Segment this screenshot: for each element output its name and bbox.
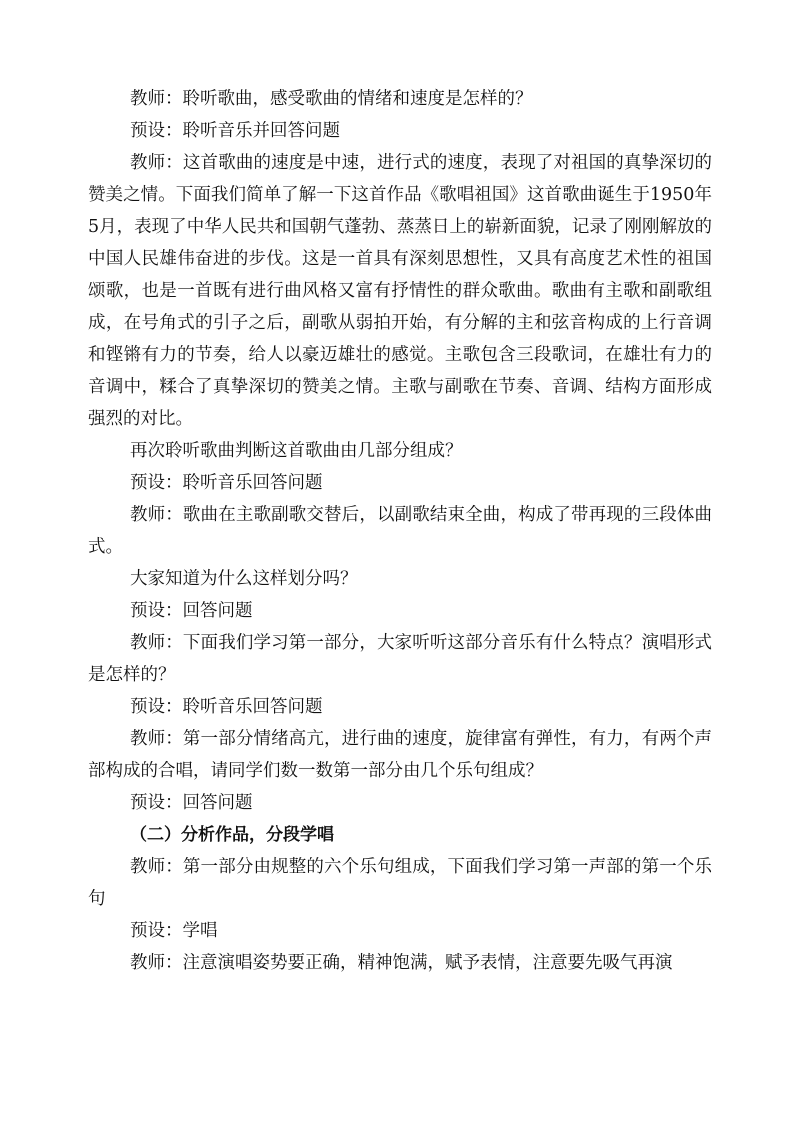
paragraph: 教师：下面我们学习第一部分，大家听听这部分音乐有什么特点？演唱形式是怎样的？: [88, 633, 712, 685]
paragraph: 教师：第一部分由规整的六个乐句组成，下面我们学习第一声部的第一个乐句: [88, 857, 712, 909]
section-heading: （二）分析作品，分段学唱: [130, 825, 334, 845]
paragraph: 预设：聆听音乐回答问题: [130, 473, 323, 493]
paragraph: 预设：学唱: [130, 921, 218, 941]
paragraph: 再次聆听歌曲判断这首歌曲由几部分组成？: [130, 441, 463, 461]
paragraph: 预设：聆听音乐并回答问题: [130, 121, 340, 141]
paragraph: 教师：注意演唱姿势要正确，精神饱满，赋予表情，注意要先吸气再演: [130, 953, 673, 973]
paragraph: 教师：第一部分情绪高亢，进行曲的速度，旋律富有弹性，有力，有两个声部构成的合唱，请同学们数一数第一部分由几个乐句组成？: [88, 729, 712, 781]
paragraph: 大家知道为什么这样划分吗？: [130, 569, 358, 589]
paragraph: 预设：聆听音乐回答问题: [130, 697, 323, 717]
paragraph: 教师：聆听歌曲，感受歌曲的情绪和速度是怎样的？: [130, 89, 533, 109]
paragraph: 预设：回答问题: [130, 601, 253, 621]
paragraph: 教师：歌曲在主歌副歌交替后，以副歌结束全曲，构成了带再现的三段体曲式。: [88, 505, 712, 557]
paragraph: 预设：回答问题: [130, 793, 253, 813]
paragraph: 教师：这首歌曲的速度是中速，进行式的速度，表现了对祖国的真挚深切的赞美之情。下面我们简单了解一下这首作品《歌唱祖国》这首歌曲诞生于1950年5月，表现了中华人民共和国朝气蓬勃、蒸蒸日上的崭新面貌，记录了刚刚解放的中国人民雄伟奋进的步伐。这是一首具有深刻思想性，又具有高度艺术性的祖国颂歌，也是一首既有进行曲风格又富有抒情性的群众歌曲。歌曲有主歌和副歌组成，在号角式的引子之后，副歌从弱拍开始，有分解的主和弦音构成的上行音调和铿锵有力的节奏，给人以豪迈雄壮的感觉。主歌包含三段歌词，在雄壮有力的音调中，糅合了真挚深切的赞美之情。主歌与副歌在节奏、音调、结构方面形成强烈的对比。: [88, 153, 712, 429]
document-body: [88, 83, 712, 979]
